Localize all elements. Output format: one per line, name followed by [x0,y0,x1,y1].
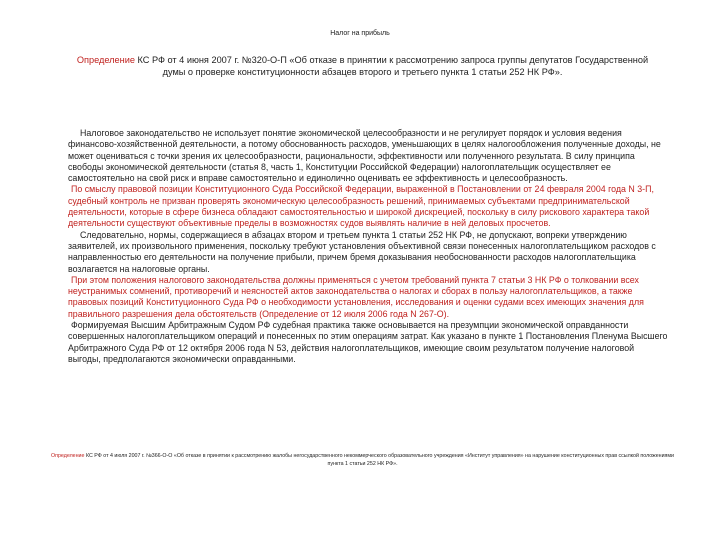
heading-label: Определение [76,55,135,65]
paragraph: Следовательно, нормы, содержащиеся в абзацах втором и третьем пункта 1 статьи 252 НК РФ, не допускают, вопреки утверждению заявителей, их произвольного применения, поскольку требуют установления объективной связи понесенных налогоплательщиком расходов с направленностью его деятельности на получение прибыли, причем бремя доказывания необоснованности расходов налогоплательщика возлагается на налоговые органы. [68,229,656,274]
paragraph: Формируемая Высшим Арбитражным Судом РФ судебная практика также основывается на презумпции экономической оправданности совершенных налогоплательщиком операций и понесенных по этим операциям затрат. Как указано в пункте 1 Постановления Пленума Высшего Арбитражного Суда РФ от 12 октября 2006 года N 53, действия налогоплательщиков, имеющие своим результатом получение налоговой выгоды, предполагаются экономически оправданными. [68,320,668,364]
heading-citation [70,55,655,78]
paragraph-highlighted: При этом положения налогового законодательства должны применяться с учетом требований пункта 7 статьи 3 НК РФ о толковании всех неустранимых сомнений, противоречий и неясностей актов законодательства о налогах и сборах в пользу налогоплательщиков, а также правовых позиций Конституционного Суда РФ о необходимости установления, исследования и оценки судами всех имеющих значения для правильного разрешения дела обстоятельств (Определение от 12 июля 2006 года N 267-О). [68,274,644,319]
paragraph: Налоговое законодательство не использует понятие экономической целесообразности и не регулирует порядок и условия ведения финансово-хозяйственной деятельности, а потому обоснованность расходов, уменьшающих в целях налогообложения полученные доходы, не может оцениваться с точки зрения их целесообразности, рациональности, эффективности или полученного результата. В силу принципа свободы экономической деятельности (статья 8, часть 1, Конституции Российской Федерации) налогоплательщик осуществляет ее самостоятельно на свой риск и вправе самостоятельно и единолично оценивать ее эффективность и целесообразность. [68,128,661,184]
document-body [68,128,668,365]
paragraph-highlighted: По смыслу правовой позиции Конституционного Суда Российской Федерации, выраженной в Постановлении от 24 февраля 2004 года N 3-П, судебный контроль не призван проверять экономическую целесообразность решений, принимаемых субъектами предпринимательской деятельности, которые в сфере бизнеса обладают самостоятельностью и широкой дискрецией, поскольку в силу рискового характера такой деятельности существуют объективные пределы в возможностях судов выявлять наличие в ней деловых просчетов. [68,184,654,229]
footnote-label: Определение [50,453,85,459]
page-title: Налог на прибыль [330,30,390,37]
heading-text: КС РФ от 4 июня 2007 г. №320-О-П «Об отказе в принятии к рассмотрению запроса группы депутатов Государственной думы о проверке конституционности абзацев второго и третьего пункта 1 статьи 252 НК РФ». [134,55,649,77]
footnote [50,452,675,468]
footnote-text: КС РФ от 4 июля 2007 г. №366-О-О «Об отказе в принятии к рассмотрению жалобы негосударственного некоммерческого образовательного учреждения «Институт управления» на нарушение конституционных прав ссылкой положениями пункта 1 статьи 252 НК РФ». [84,453,675,467]
